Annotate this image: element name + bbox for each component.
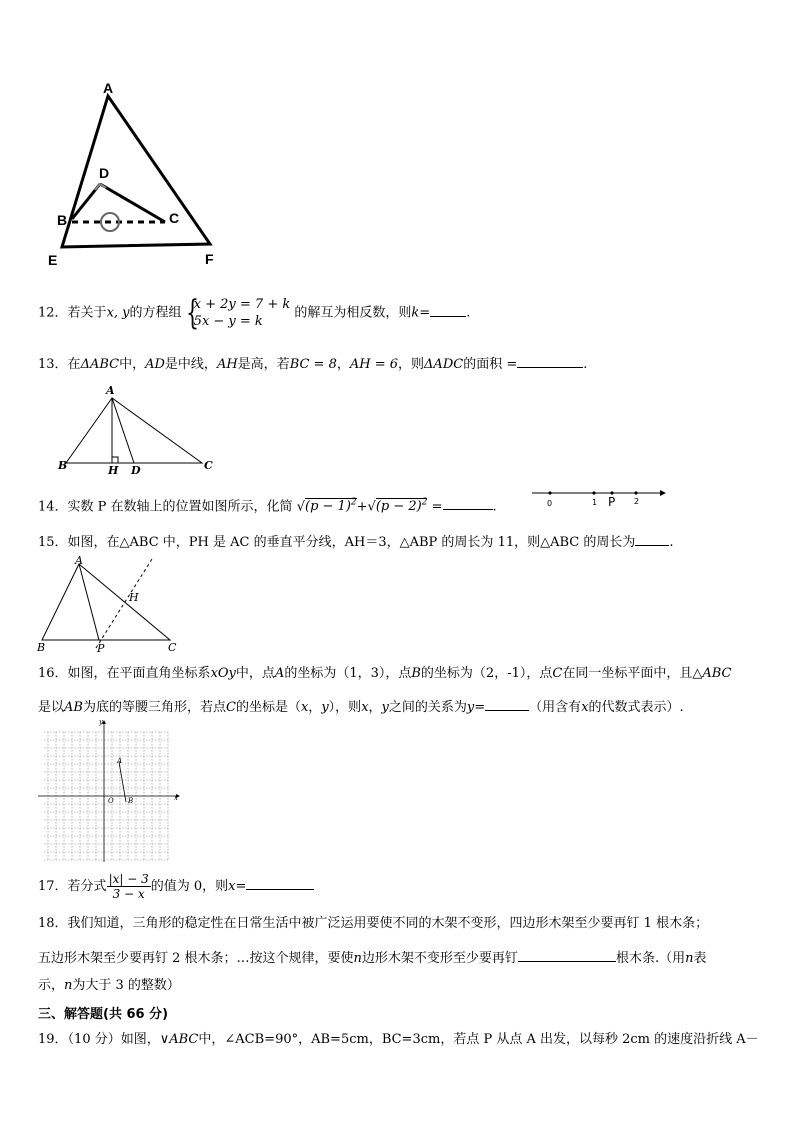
q16-ab: AB: [64, 700, 83, 715]
q18-text-2b: 边形木架不变形至少要再钉: [361, 951, 518, 966]
tick-2: [634, 491, 637, 494]
q14-radicand-2: [376, 498, 428, 514]
q18-n-2: n: [685, 951, 694, 966]
q15-label-c: C: [168, 641, 177, 654]
q16-text-1c: 的坐标为（1，3），点: [284, 666, 412, 681]
axis-label-1: 1: [592, 498, 598, 507]
q14-sqrt-1: $√(p - 1)^2$: [296, 498, 357, 515]
q14-text: 实数 P 在数轴上的位置如图所示，化简: [67, 499, 293, 515]
q18-text-2a: 五边形木架至少要再钉 2 根木条；…按这个规律，要使: [38, 951, 354, 966]
q13-end: .: [583, 357, 588, 372]
q16-xoy: xOy: [210, 666, 236, 681]
figure-q13: [56, 380, 226, 475]
segment-ap: [79, 564, 99, 640]
q12-number: 12．: [38, 305, 68, 321]
tick-1: [592, 491, 595, 494]
q12-eq-1: x + 2y = 7 + k: [193, 297, 291, 312]
q17-answer-blank[interactable]: [246, 875, 314, 890]
q14-number: 14．: [38, 499, 68, 515]
grid-label-x: x: [174, 794, 178, 802]
q17-eq: =: [235, 879, 247, 894]
q13-text-2: 中，: [119, 357, 146, 372]
question-15: [38, 531, 674, 552]
q16-x-3: x: [581, 700, 589, 715]
grid-label-y: y: [99, 718, 103, 726]
q13-ah: AH: [216, 357, 238, 372]
q14-end: .: [492, 499, 497, 515]
q17-denominator: 3 − x: [112, 887, 145, 901]
q14-sqrt-2: $√(p - 2)^2$: [367, 498, 428, 515]
q12-eq-2: 5x − y = k: [193, 314, 263, 329]
q13-tri: ΔABC: [80, 357, 120, 372]
label-d: D: [99, 165, 110, 181]
q13-sep: ，: [336, 357, 350, 372]
perpendicular-bisector-ph: [96, 559, 152, 648]
q12-text-2: 的方程组: [129, 305, 182, 321]
question-18-line-3: [38, 977, 180, 995]
q17-fraction: [107, 872, 151, 901]
triangle-abc-q13: [66, 398, 202, 463]
q13-label-h: H: [108, 464, 119, 477]
q13-text-4: 是高，若: [237, 357, 290, 372]
q12-eq: =: [419, 305, 431, 321]
question-16-line-1: [38, 665, 731, 683]
q18-answer-blank[interactable]: [518, 947, 616, 962]
q19-text-2: 中，∠ACB=90°，AB=5cm，BC=3cm，若点 P 从点 A 出发，以每秒 2cm 的速度沿折线 A－: [198, 1032, 759, 1047]
q17-number: 17．: [38, 879, 68, 894]
axis-label-0: 0: [547, 499, 553, 508]
q16-text-1b: 中，点: [235, 666, 275, 681]
q13-label-a: A: [106, 384, 115, 397]
q18-n: n: [353, 951, 362, 966]
q16-text-2e: 之间的关系为: [388, 700, 467, 715]
segment-dc: [100, 184, 165, 222]
q15-label-h: H: [129, 591, 139, 604]
question-12: [38, 293, 471, 333]
q16-text-2b: 为底的等腰三角形，若点: [82, 700, 226, 715]
grid-label-a: A: [117, 757, 123, 765]
q13-label-d: D: [131, 464, 141, 477]
q18-text-3b: 为大于 3 的整数）: [72, 978, 180, 993]
q15-end: .: [669, 535, 674, 550]
q18-n-3: n: [64, 978, 73, 993]
right-angle-mark-h: [112, 457, 118, 463]
q12-text-3: 的解互为相反数，则: [294, 305, 412, 321]
q13-label-c: C: [204, 459, 213, 472]
q16-comma-2: ，: [368, 700, 382, 715]
q16-text-1e: 在同一坐标平面中，且: [562, 666, 693, 681]
q13-label-b: B: [58, 459, 68, 472]
q17-text-2: 的值为 0，则: [150, 879, 229, 894]
q14-plus: +: [356, 499, 368, 515]
q12-end: .: [466, 305, 471, 321]
q15-answer-blank[interactable]: [635, 531, 669, 546]
q12-k: k: [411, 305, 420, 321]
q14-answer-blank[interactable]: [443, 495, 493, 510]
q16-comma: ，: [308, 700, 322, 715]
coordinate-grid-q16: [36, 718, 182, 864]
q14-rad1-text: (p − 1): [305, 499, 351, 515]
q15-text: 如图，在△ABC 中，PH 是 AC 的垂直平分线，AH＝3，△ABP 的周长为 11，则△ABC 的周长为: [67, 535, 636, 550]
label-e: E: [48, 252, 58, 268]
q17-text: 若分式: [67, 879, 107, 894]
q14-radicand-1: [305, 498, 357, 514]
q13-ah6: AH = 6: [349, 357, 399, 372]
q13-bc: BC = 8: [289, 357, 337, 372]
triangle-aef: [62, 96, 210, 247]
q16-x: x: [300, 700, 309, 715]
q16-text-1a: 如图，在平面直角坐标系: [67, 666, 211, 681]
q16-text-2a: 是以: [38, 700, 65, 715]
q17-x: x: [228, 879, 236, 894]
q13-answer-blank[interactable]: [517, 353, 583, 368]
question-17: [38, 872, 314, 901]
q14-sq-2: 2: [421, 498, 428, 508]
q16-yeq: y=: [466, 700, 486, 715]
question-19: [38, 1031, 759, 1049]
q13-text-3: 是中线，: [164, 357, 217, 372]
question-18-line-1: [38, 915, 708, 933]
q16-answer-blank[interactable]: [485, 696, 529, 711]
q15-label-b: B: [37, 641, 46, 654]
grid-label-o: O: [108, 797, 114, 805]
section-3-heading: 三、解答题(共 66 分): [38, 1007, 169, 1022]
q19-tri: ∨ABC: [159, 1032, 199, 1047]
q16-point-b: B: [411, 666, 421, 681]
q16-y-2: y: [381, 700, 389, 715]
q14-sq-1: 2: [350, 498, 357, 508]
q16-point-c: C: [552, 666, 563, 681]
q12-text-1: 若关于: [67, 305, 107, 321]
tick-0: [548, 491, 551, 494]
question-14: [38, 494, 497, 516]
q15-number: 15．: [38, 535, 68, 550]
axis-label-p: P: [608, 495, 616, 509]
grid-label-b: B: [128, 797, 134, 805]
q16-text-2g: 的代数式表示）.: [588, 700, 684, 715]
label-c: C: [169, 210, 180, 226]
q16-number: 16．: [38, 666, 68, 681]
q13-text-6: 的面积 =: [463, 357, 518, 372]
q13-text-5: ，则: [398, 357, 425, 372]
q18-number: 18．: [38, 916, 68, 931]
label-b: B: [57, 212, 68, 228]
axis-label-2: 2: [634, 497, 640, 506]
q12-brace: {: [185, 293, 199, 333]
figure-q11: [40, 76, 230, 276]
q14-rad2-text: (p − 2): [375, 499, 422, 515]
q19-number: 19．: [38, 1032, 68, 1047]
median-ad: [112, 398, 134, 463]
q18-text-2c: 根木条.（用: [615, 951, 686, 966]
q12-equation-system: [185, 293, 291, 333]
q16-point-c-2: C: [225, 700, 236, 715]
q16-text-2c: 的坐标是（: [235, 700, 301, 715]
triangle-abc-q15: [42, 564, 170, 640]
question-13: [38, 353, 587, 374]
q18-line-1: 我们知道，三角形的稳定性在日常生活中被广泛运用要使不同的木架不变形，四边形木架至少要再钉 1 根木条；: [67, 916, 709, 931]
q15-label-a: A: [75, 554, 83, 567]
q18-text-3a: 示，: [38, 978, 65, 993]
q17-numerator: |x| − 3: [108, 872, 149, 886]
question-18-line-2: [38, 947, 706, 968]
q12-vars: x, y: [106, 305, 130, 321]
number-line-arrow: [660, 490, 666, 496]
q16-text-2f: （用含有: [529, 700, 582, 715]
q19-text: （10 分）如图，: [67, 1032, 160, 1047]
q16-abc: △ABC: [692, 666, 732, 681]
q18-text-2d: 表: [693, 951, 707, 966]
label-a: A: [103, 80, 114, 96]
q12-answer-blank[interactable]: [430, 302, 466, 317]
q16-point-a: A: [274, 666, 285, 681]
q16-text-1d: 的坐标为（2，-1），点: [420, 666, 553, 681]
question-16-line-2: [38, 696, 684, 717]
q16-y: y: [321, 700, 329, 715]
q16-text-2d: ），则: [328, 700, 362, 715]
q14-eq: =: [431, 499, 443, 515]
q15-label-p: P: [97, 642, 105, 655]
q16-x-2: x: [361, 700, 369, 715]
q13-ad: AD: [145, 357, 165, 372]
q13-adc: ΔADC: [424, 357, 464, 372]
q13-text: 在: [67, 357, 81, 372]
label-f: F: [205, 251, 214, 267]
q13-number: 13．: [38, 357, 68, 372]
